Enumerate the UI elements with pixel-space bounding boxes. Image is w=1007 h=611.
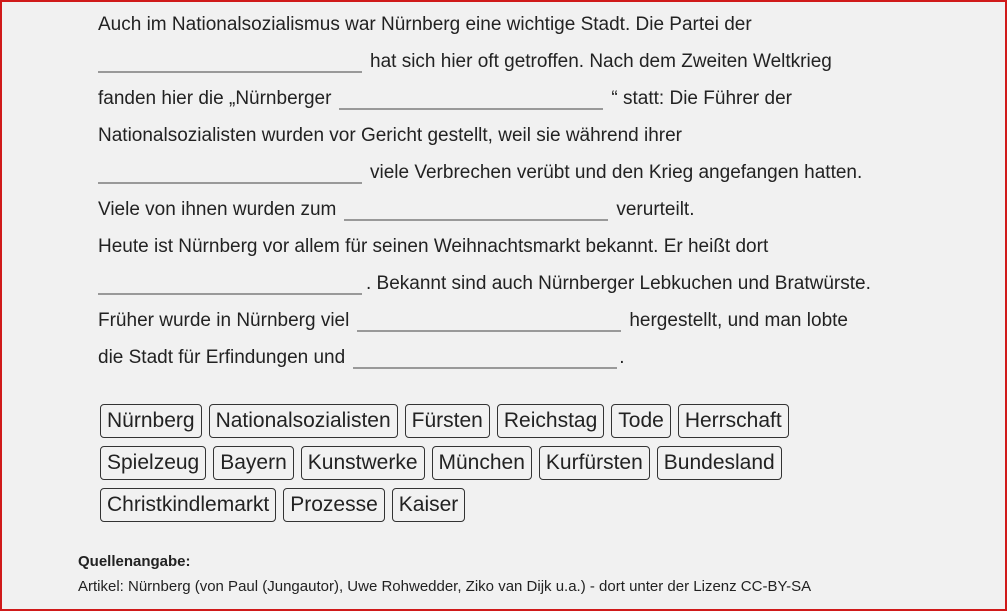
text-line-6	[98, 185, 695, 221]
text-l3b: “ statt: Die Führer der	[611, 88, 792, 109]
text-l4: Nationalsozialisten wurden vor Gericht gestellt, weil sie während ihrer	[98, 125, 682, 146]
blank-6[interactable]	[357, 330, 621, 332]
word-chip[interactable]: Kurfürsten	[539, 446, 650, 480]
text-l7: Heute ist Nürnberg vor allem für seinen Weihnachtsmarkt bekannt. Er heißt dort	[98, 236, 769, 257]
word-chip[interactable]: Prozesse	[283, 488, 385, 522]
text-l6a: Viele von ihnen wurden zum	[98, 199, 337, 220]
text-line-7	[98, 222, 768, 258]
blank-2[interactable]	[339, 108, 603, 110]
word-chip[interactable]: Reichstag	[497, 404, 604, 438]
word-bank-row-3	[100, 488, 860, 522]
text-l10a: die Stadt für Erfindungen und	[98, 347, 346, 368]
word-chip[interactable]: Christkindlemarkt	[100, 488, 276, 522]
sources-heading: Quellenangabe:	[78, 553, 191, 570]
text-line-10	[98, 333, 624, 369]
blank-5[interactable]	[98, 293, 362, 295]
text-l5: viele Verbrechen verübt und den Krieg angefangen hatten.	[370, 162, 863, 183]
blank-7[interactable]	[353, 367, 617, 369]
text-l8: . Bekannt sind auch Nürnberger Lebkuchen und Bratwürste.	[366, 273, 871, 294]
sources	[78, 553, 811, 595]
word-bank	[100, 404, 860, 530]
word-chip[interactable]: München	[432, 446, 532, 480]
word-chip[interactable]: Kunstwerke	[301, 446, 425, 480]
blank-1[interactable]	[98, 71, 362, 73]
text-l1: Auch im Nationalsozialismus war Nürnberg eine wichtige Stadt. Die Partei der	[98, 14, 752, 35]
text-l2: hat sich hier oft getroffen. Nach dem Zweiten Weltkrieg	[370, 51, 832, 72]
word-chip[interactable]: Bundesland	[657, 446, 782, 480]
blank-4[interactable]	[344, 219, 608, 221]
text-line-2	[98, 37, 832, 73]
text-l9a: Früher wurde in Nürnberg viel	[98, 310, 350, 331]
word-chip[interactable]: Herrschaft	[678, 404, 789, 438]
text-l10b: .	[619, 347, 625, 368]
text-line-4	[98, 111, 682, 147]
word-chip[interactable]: Bayern	[213, 446, 294, 480]
word-bank-row-1	[100, 404, 860, 438]
text-l6b: verurteilt.	[616, 199, 695, 220]
word-chip[interactable]: Nürnberg	[100, 404, 202, 438]
text-line-3	[98, 74, 792, 110]
text-l9b: hergestellt, und man lobte	[629, 310, 848, 331]
sources-line: Artikel: Nürnberg (von Paul (Jungautor), Uwe Rohwedder, Ziko van Dijk u.a.) - dort unter der Lizenz CC-BY-SA	[78, 578, 812, 595]
word-chip[interactable]: Spielzeug	[100, 446, 206, 480]
word-chip[interactable]: Tode	[611, 404, 671, 438]
text-line-8	[98, 259, 871, 295]
text-line-9	[98, 296, 848, 332]
text-line-5	[98, 148, 862, 184]
word-chip[interactable]: Nationalsozialisten	[209, 404, 398, 438]
text-l3a: fanden hier die „Nürnberger	[98, 88, 332, 109]
word-chip[interactable]: Kaiser	[392, 488, 466, 522]
text-line-1	[98, 0, 752, 36]
word-chip[interactable]: Fürsten	[405, 404, 490, 438]
blank-3[interactable]	[98, 182, 362, 184]
word-bank-row-2	[100, 446, 860, 480]
